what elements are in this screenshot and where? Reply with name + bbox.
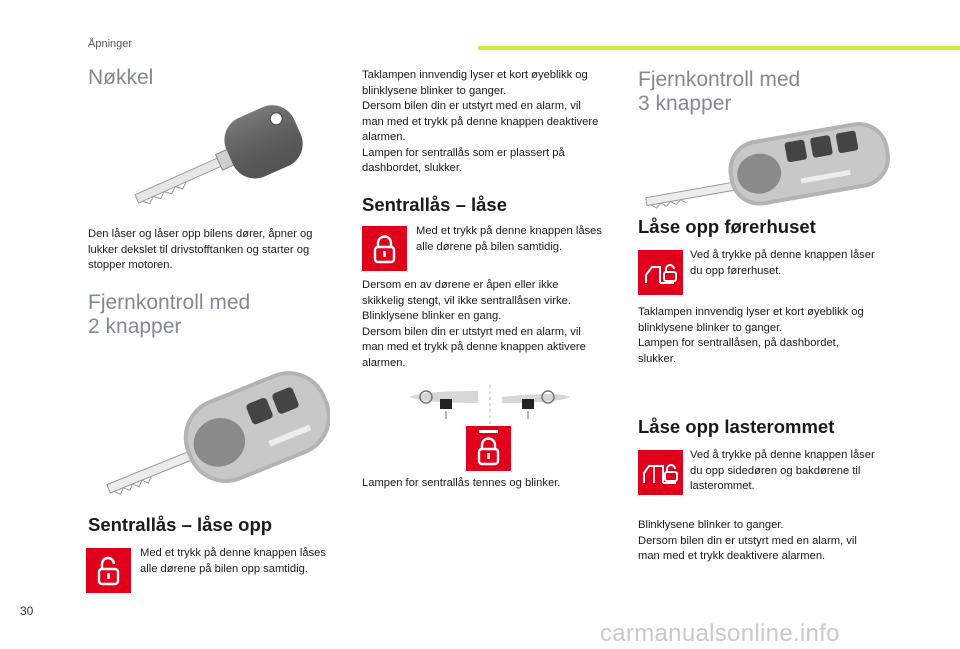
title-unlock: Sentrallås – låse opp xyxy=(88,514,273,535)
title-remote-3: Fjernkontroll med 3 knapper xyxy=(638,68,801,115)
cargo-details: Blinklysene blinker to ganger. Dersom bilen din er utstyrt med en alarm, vil man med et trykk deaktivere alarmen. xyxy=(638,519,857,562)
unlock-padlock-icon xyxy=(86,548,131,593)
title-key: Nøkkel xyxy=(88,66,154,89)
title-cab: Låse opp førerhuset xyxy=(638,216,816,237)
section-label: Åpninger xyxy=(88,38,133,50)
lamp-padlock-icon xyxy=(466,426,511,471)
cab-details: Taklampen innvendig lyser et kort øyeblikk og blinklysene blinker to ganger. Lampen for sentrallåsen, på dashbordet, slukker. xyxy=(638,306,864,365)
col2-intro: Taklampen innvendig lyser et kort øyeblikk og blinklysene blinker to ganger. Dersom bilen din er utstyrt med en alarm, vil man med et trykk på denne knappen deaktivere alarmen. Lampen for sentrallås som er plassert på dashbordet, slukker. xyxy=(362,69,599,174)
lock-description: Med et trykk på denne knappen låses alle dørene på bilen samtidig. xyxy=(416,225,602,253)
lamp-description: Lampen for sentrallås tennes og blinker. xyxy=(362,477,561,489)
cab-description: Ved å trykke på denne knappen låser du opp førerhuset. xyxy=(690,249,875,277)
cargo-description: Ved å trykke på denne knappen låser du opp sidedøren og bakdørene til lasterommet. xyxy=(690,449,875,492)
remote-3-button-icon xyxy=(640,118,896,214)
title-cargo: Låse opp lasterommet xyxy=(638,416,835,437)
key-description: Den låser og låser opp bilens dører, åpner og lukker dekslet til drivstofftanken og starter og stopper motoren. xyxy=(88,228,313,271)
cab-unlock-icon xyxy=(638,250,683,295)
watermark: carmanualsonline.info xyxy=(600,620,840,647)
key-icon xyxy=(118,100,318,220)
lock-details: Dersom en av dørene er åpen eller ikke skikkelig stengt, vil ikke sentrallåsen virke. Blinklysene blinker en gang. Dersom bilen din er utstyrt med en alarm, vil man med et trykk på denne knappen aktivere alarmen. xyxy=(362,279,586,369)
title-lock: Sentrallås – låse xyxy=(362,194,508,215)
header-accent-bar xyxy=(478,46,960,50)
title-remote-2: Fjernkontroll med 2 knapper xyxy=(88,291,251,338)
unlock-description: Med et trykk på denne knappen låses alle dørene på bilen opp samtidig. xyxy=(140,547,326,575)
lock-padlock-icon xyxy=(362,226,407,271)
remote-2-button-icon xyxy=(90,350,330,510)
page-number: 30 xyxy=(20,604,34,618)
cargo-unlock-icon xyxy=(638,450,683,495)
